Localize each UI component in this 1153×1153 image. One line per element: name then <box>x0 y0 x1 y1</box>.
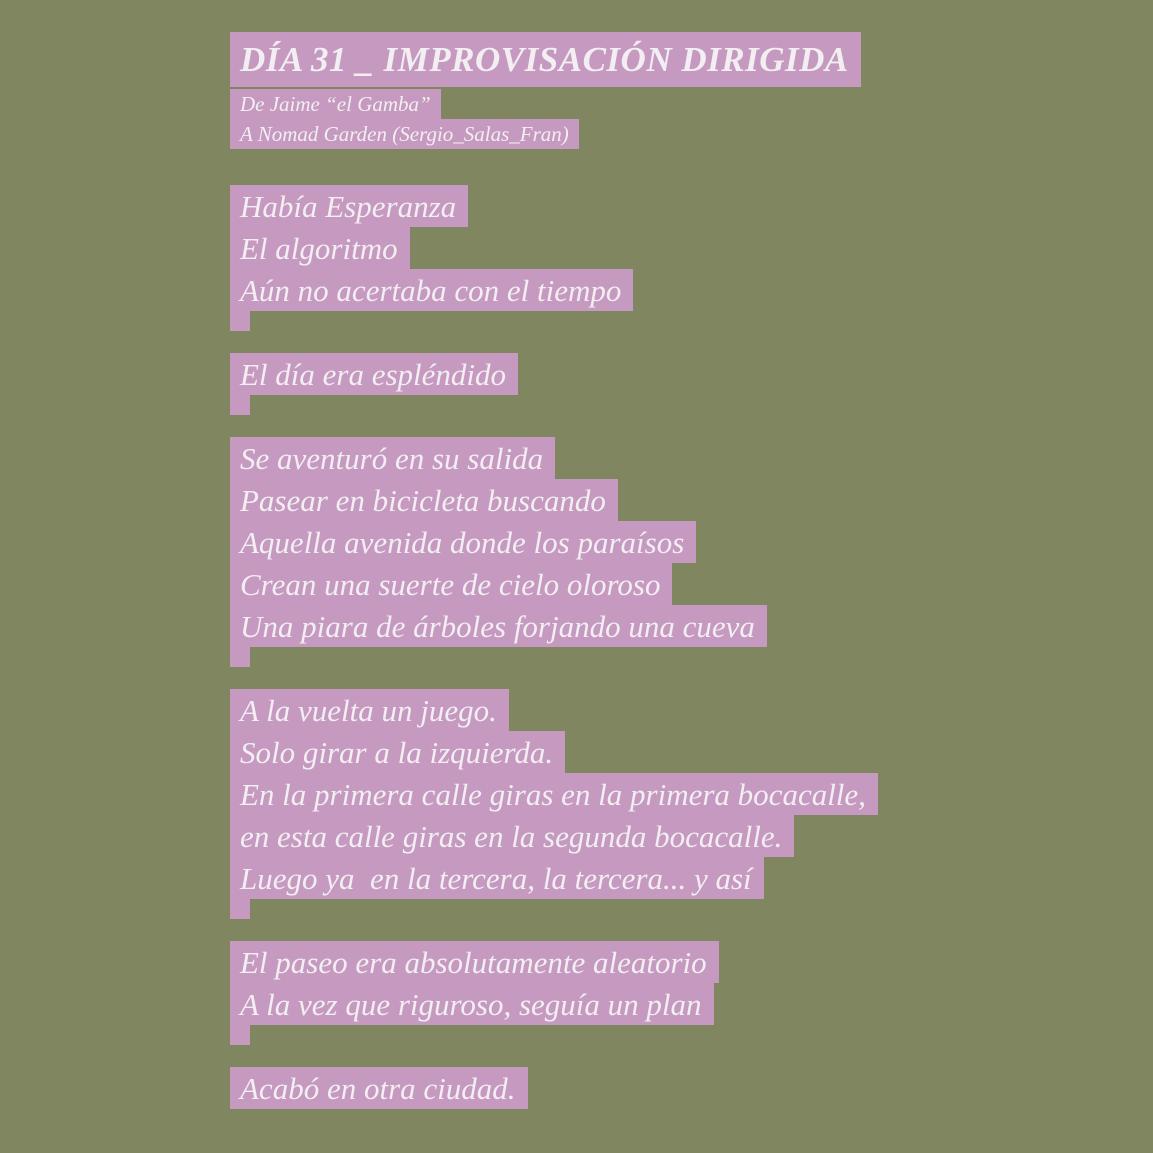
verse-line: A la vez que riguroso, seguía un plan <box>230 983 714 1025</box>
stanza <box>230 185 1153 331</box>
verse-line: Solo girar a la izquierda. <box>230 731 565 773</box>
verse-line: Una piara de árboles forjando una cueva <box>230 605 767 647</box>
verse-line: A la vuelta un juego. <box>230 689 509 731</box>
stanza <box>230 353 1153 415</box>
stanza-gap <box>230 667 1153 689</box>
verse-line: Pasear en bicicleta buscando <box>230 479 618 521</box>
credit-author: De Jaime “el Gamba” <box>230 89 441 119</box>
stanza <box>230 941 1153 1045</box>
page-title: DÍA 31 _ IMPROVISACIÓN DIRIGIDA <box>230 32 861 87</box>
stanza-spacer <box>230 311 250 331</box>
stanza <box>230 1067 1153 1109</box>
poem-body <box>230 185 1153 1109</box>
verse-line: En la primera calle giras en la primera bocacalle, <box>230 773 878 815</box>
verse-line: Aquella avenida donde los paraísos <box>230 521 696 563</box>
verse-line: Luego ya en la tercera, la tercera... y así <box>230 857 764 899</box>
verse-line: El algoritmo <box>230 227 410 269</box>
verse-line: en esta calle giras en la segunda bocacalle. <box>230 815 794 857</box>
stanza-gap <box>230 415 1153 437</box>
stanza-spacer <box>230 395 250 415</box>
verse-line: El día era espléndido <box>230 353 518 395</box>
stanza-gap <box>230 919 1153 941</box>
stanza-spacer <box>230 899 250 919</box>
verse-line: Se aventuró en su salida <box>230 437 555 479</box>
stanza-spacer <box>230 647 250 667</box>
credits <box>230 89 1153 149</box>
stanza-gap <box>230 1045 1153 1067</box>
stanza-spacer <box>230 1025 250 1045</box>
stanza <box>230 437 1153 667</box>
stanza <box>230 689 1153 919</box>
verse-line: Había Esperanza <box>230 185 468 227</box>
stanza-gap <box>230 331 1153 353</box>
verse-line: El paseo era absolutamente aleatorio <box>230 941 719 983</box>
verse-line: Aún no acertaba con el tiempo <box>230 269 633 311</box>
verse-line: Acabó en otra ciudad. <box>230 1067 528 1109</box>
verse-line: Crean una suerte de cielo oloroso <box>230 563 672 605</box>
credit-dedication: A Nomad Garden (Sergio_Salas_Fran) <box>230 119 579 149</box>
